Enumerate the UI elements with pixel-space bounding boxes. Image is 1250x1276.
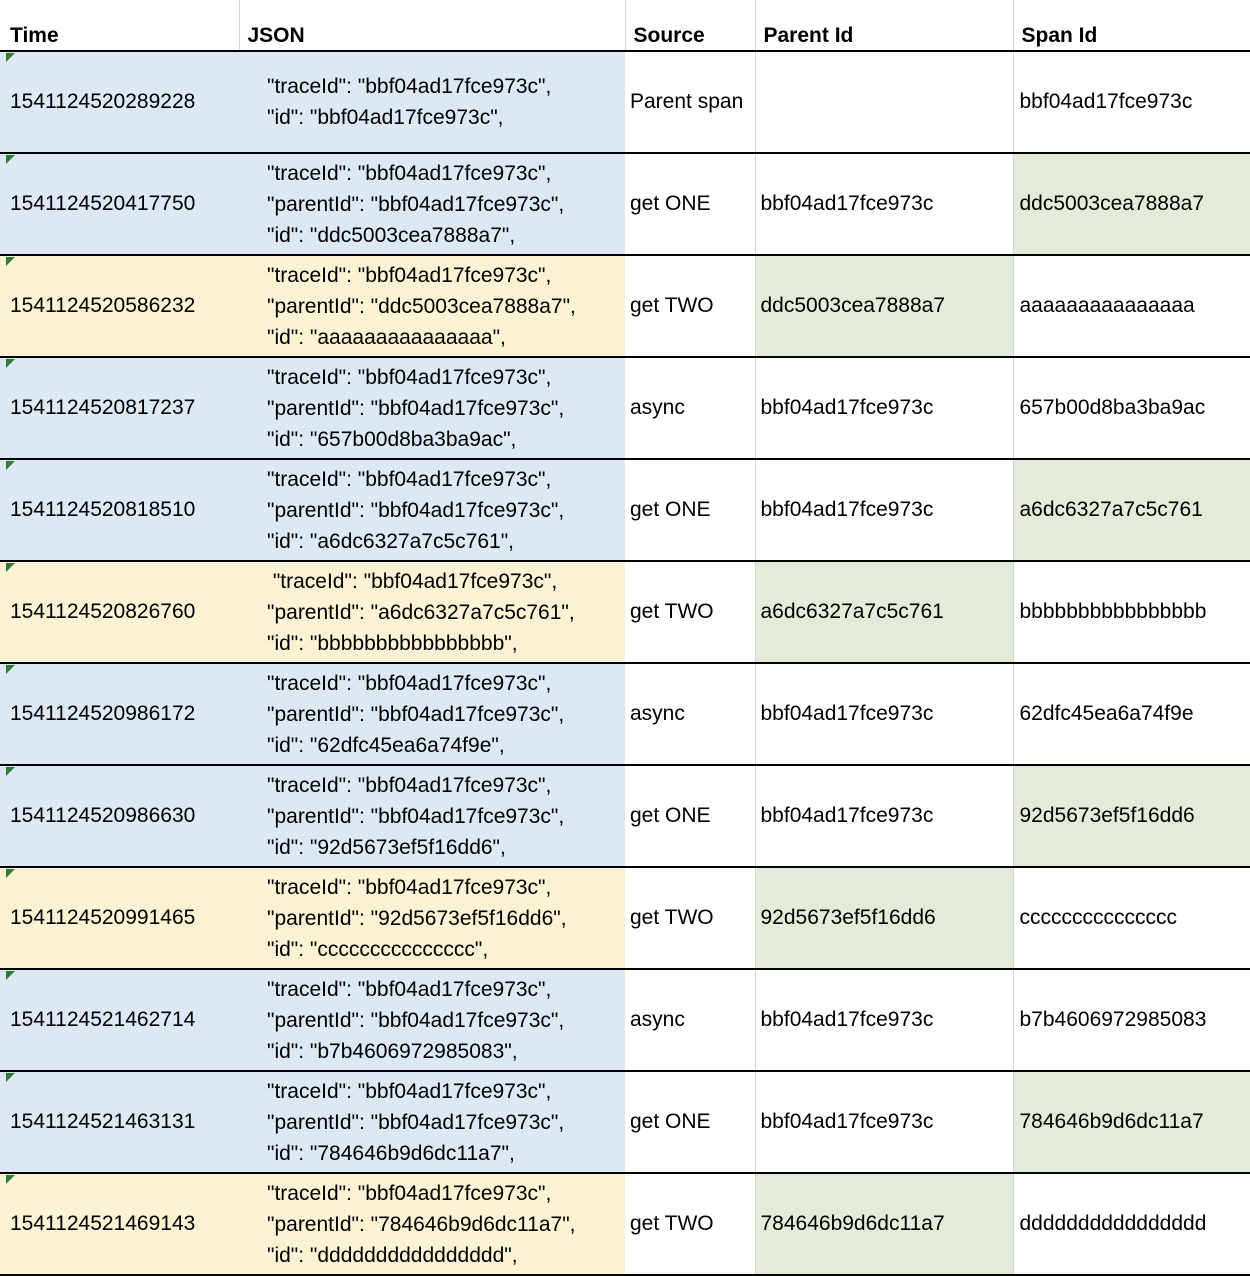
- table-row: [0, 357, 1250, 459]
- cell-json[interactable]: [239, 867, 625, 969]
- cell-source[interactable]: get TWO: [625, 1173, 755, 1275]
- comment-marker-icon: [6, 665, 15, 674]
- comment-marker-icon: [6, 563, 15, 572]
- json-line: "traceId": "bbf04ad17fce973c",: [267, 1181, 552, 1205]
- json-line: "id": "ccccccccccccccc",: [267, 937, 489, 961]
- json-line: "parentId": "bbf04ad17fce973c",: [267, 498, 565, 522]
- json-line: "id": "ddc5003cea7888a7",: [267, 223, 516, 247]
- json-line: "traceId": "bbf04ad17fce973c",: [267, 161, 552, 185]
- time-value: 1541124520817237: [10, 396, 196, 419]
- json-line: "id": "dddddddddddddddd",: [267, 1243, 518, 1267]
- table-row: [0, 153, 1250, 255]
- cell-time[interactable]: [0, 51, 239, 153]
- json-line: "id": "92d5673ef5f16dd6",: [267, 835, 506, 859]
- cell-parent-id[interactable]: bbf04ad17fce973c: [755, 663, 1013, 765]
- cell-span-id[interactable]: dddddddddddddddd: [1013, 1173, 1250, 1275]
- cell-span-id[interactable]: aaaaaaaaaaaaaaa: [1013, 255, 1250, 357]
- header-json[interactable]: JSON: [239, 0, 625, 51]
- comment-marker-icon: [6, 767, 15, 776]
- comment-marker-icon: [6, 257, 15, 266]
- table-row: [0, 459, 1250, 561]
- json-line: "traceId": "bbf04ad17fce973c",: [267, 875, 552, 899]
- table-row: [0, 765, 1250, 867]
- cell-source[interactable]: get ONE: [625, 459, 755, 561]
- cell-time[interactable]: [0, 1071, 239, 1173]
- cell-parent-id[interactable]: a6dc6327a7c5c761: [755, 561, 1013, 663]
- time-value: 1541124521462714: [10, 1008, 196, 1031]
- cell-source[interactable]: get TWO: [625, 255, 755, 357]
- header-time[interactable]: Time: [0, 0, 239, 51]
- json-line: "parentId": "bbf04ad17fce973c",: [267, 804, 565, 828]
- cell-json[interactable]: [239, 1173, 625, 1275]
- header-parent-id[interactable]: Parent Id: [755, 0, 1013, 51]
- time-value: 1541124520289228: [10, 90, 196, 113]
- cell-source[interactable]: get ONE: [625, 1071, 755, 1173]
- cell-span-id[interactable]: 62dfc45ea6a74f9e: [1013, 663, 1250, 765]
- comment-marker-icon: [6, 971, 15, 980]
- json-line: "id": "bbf04ad17fce973c",: [267, 106, 504, 129]
- header-span-id[interactable]: Span Id: [1013, 0, 1250, 51]
- cell-source[interactable]: get TWO: [625, 561, 755, 663]
- json-line: "traceId": "bbf04ad17fce973c",: [267, 1079, 552, 1103]
- cell-span-id[interactable]: ccccccccccccccc: [1013, 867, 1250, 969]
- table-row: [0, 1071, 1250, 1173]
- cell-time[interactable]: [0, 1173, 239, 1275]
- cell-parent-id[interactable]: 92d5673ef5f16dd6: [755, 867, 1013, 969]
- json-line: "parentId": "ddc5003cea7888a7",: [267, 294, 576, 318]
- cell-time[interactable]: [0, 255, 239, 357]
- cell-span-id[interactable]: a6dc6327a7c5c761: [1013, 459, 1250, 561]
- cell-parent-id[interactable]: bbf04ad17fce973c: [755, 1071, 1013, 1173]
- cell-source[interactable]: async: [625, 969, 755, 1071]
- cell-time[interactable]: [0, 153, 239, 255]
- cell-parent-id[interactable]: bbf04ad17fce973c: [755, 969, 1013, 1071]
- table-row: [0, 663, 1250, 765]
- header-row: [0, 0, 1250, 51]
- json-line: "traceId": "bbf04ad17fce973c",: [267, 773, 552, 797]
- json-line: "parentId": "bbf04ad17fce973c",: [267, 1110, 565, 1134]
- cell-source[interactable]: async: [625, 357, 755, 459]
- table-row: [0, 969, 1250, 1071]
- time-value: 1541124520586232: [10, 294, 196, 317]
- cell-parent-id[interactable]: bbf04ad17fce973c: [755, 357, 1013, 459]
- cell-time[interactable]: [0, 459, 239, 561]
- time-value: 1541124520986172: [10, 702, 196, 725]
- table-body: [0, 51, 1250, 1275]
- time-value: 1541124520417750: [10, 192, 196, 215]
- cell-json[interactable]: [239, 459, 625, 561]
- cell-parent-id[interactable]: 784646b9d6dc11a7: [755, 1173, 1013, 1275]
- cell-span-id[interactable]: 657b00d8ba3ba9ac: [1013, 357, 1250, 459]
- json-line: "traceId": "bbf04ad17fce973c",: [267, 365, 552, 389]
- comment-marker-icon: [6, 1073, 15, 1082]
- cell-span-id[interactable]: 784646b9d6dc11a7: [1013, 1071, 1250, 1173]
- cell-parent-id[interactable]: bbf04ad17fce973c: [755, 459, 1013, 561]
- json-line: "id": "a6dc6327a7c5c761",: [267, 529, 514, 553]
- cell-span-id[interactable]: bbbbbbbbbbbbbbbb: [1013, 561, 1250, 663]
- table-row: [0, 1173, 1250, 1275]
- cell-time[interactable]: [0, 765, 239, 867]
- json-line: "parentId": "92d5673ef5f16dd6",: [267, 906, 567, 930]
- table-row: [0, 561, 1250, 663]
- cell-json[interactable]: [239, 561, 625, 663]
- time-value: 1541124520818510: [10, 498, 196, 521]
- json-line: "traceId": "bbf04ad17fce973c",: [267, 569, 558, 593]
- time-value: 1541124521463131: [10, 1110, 196, 1133]
- cell-time[interactable]: [0, 357, 239, 459]
- cell-time[interactable]: [0, 867, 239, 969]
- json-line: "id": "bbbbbbbbbbbbbbbb",: [267, 631, 518, 655]
- json-line: "traceId": "bbf04ad17fce973c",: [267, 75, 552, 98]
- json-line: "parentId": "a6dc6327a7c5c761",: [267, 600, 575, 624]
- comment-marker-icon: [6, 155, 15, 164]
- time-value: 1541124520826760: [10, 600, 196, 623]
- json-line: "id": "62dfc45ea6a74f9e",: [267, 733, 505, 757]
- comment-marker-icon: [6, 1175, 15, 1184]
- cell-json[interactable]: [239, 51, 625, 153]
- cell-time[interactable]: [0, 663, 239, 765]
- json-line: "parentId": "bbf04ad17fce973c",: [267, 702, 565, 726]
- json-line: "traceId": "bbf04ad17fce973c",: [267, 263, 552, 287]
- cell-json[interactable]: [239, 357, 625, 459]
- cell-source[interactable]: Parent span: [625, 51, 755, 153]
- cell-parent-id[interactable]: bbf04ad17fce973c: [755, 765, 1013, 867]
- time-value: 1541124521469143: [10, 1212, 196, 1235]
- cell-source[interactable]: get TWO: [625, 867, 755, 969]
- table-row: [0, 51, 1250, 153]
- json-line: "parentId": "bbf04ad17fce973c",: [267, 396, 565, 420]
- cell-parent-id[interactable]: ddc5003cea7888a7: [755, 255, 1013, 357]
- json-line: "id": "b7b4606972985083",: [267, 1039, 518, 1063]
- cell-source[interactable]: get ONE: [625, 765, 755, 867]
- cell-json[interactable]: [239, 765, 625, 867]
- json-line: "traceId": "bbf04ad17fce973c",: [267, 977, 552, 1001]
- header-source[interactable]: Source: [625, 0, 755, 51]
- time-value: 1541124520991465: [10, 906, 196, 929]
- json-line: "id": "aaaaaaaaaaaaaaa",: [267, 325, 506, 349]
- cell-json[interactable]: [239, 255, 625, 357]
- json-line: "id": "657b00d8ba3ba9ac",: [267, 427, 517, 451]
- json-line: "traceId": "bbf04ad17fce973c",: [267, 467, 552, 491]
- cell-span-id[interactable]: b7b4606972985083: [1013, 969, 1250, 1071]
- cell-parent-id[interactable]: [755, 51, 1013, 153]
- comment-marker-icon: [6, 869, 15, 878]
- json-line: "parentId": "bbf04ad17fce973c",: [267, 192, 565, 216]
- comment-marker-icon: [6, 53, 15, 62]
- cell-json[interactable]: [239, 153, 625, 255]
- json-line: "parentId": "784646b9d6dc11a7",: [267, 1212, 576, 1236]
- cell-span-id[interactable]: ddc5003cea7888a7: [1013, 153, 1250, 255]
- comment-marker-icon: [6, 461, 15, 470]
- cell-span-id[interactable]: 92d5673ef5f16dd6: [1013, 765, 1250, 867]
- json-line: "parentId": "bbf04ad17fce973c",: [267, 1008, 565, 1032]
- comment-marker-icon: [6, 359, 15, 368]
- cell-json[interactable]: [239, 663, 625, 765]
- cell-json[interactable]: [239, 1071, 625, 1173]
- cell-parent-id[interactable]: bbf04ad17fce973c: [755, 153, 1013, 255]
- table-row: [0, 255, 1250, 357]
- time-value: 1541124520986630: [10, 804, 196, 827]
- cell-json[interactable]: [239, 969, 625, 1071]
- cell-source[interactable]: get ONE: [625, 153, 755, 255]
- cell-source[interactable]: async: [625, 663, 755, 765]
- json-line: "id": "784646b9d6dc11a7",: [267, 1141, 515, 1165]
- json-line: "traceId": "bbf04ad17fce973c",: [267, 671, 552, 695]
- table-row: [0, 867, 1250, 969]
- cell-time[interactable]: [0, 969, 239, 1071]
- cell-time[interactable]: [0, 561, 239, 663]
- cell-span-id[interactable]: bbf04ad17fce973c: [1013, 51, 1250, 153]
